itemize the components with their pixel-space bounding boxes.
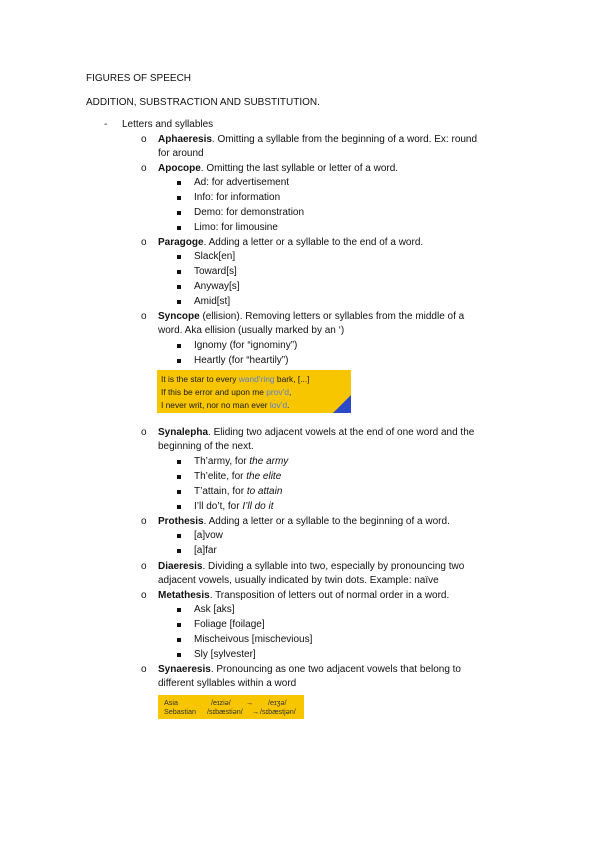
square-bullet bbox=[177, 638, 181, 642]
circle-bullet: o bbox=[141, 163, 147, 174]
term-definition: . Transposition of letters out of normal order in a word. bbox=[209, 590, 450, 601]
example-item: Info: for information bbox=[194, 192, 281, 203]
square-bullet bbox=[177, 460, 181, 464]
term-definition-cont: word. Aka ellision (usually marked by an ‘) bbox=[158, 325, 345, 336]
square-bullet bbox=[177, 549, 181, 553]
term-name: Diaeresis bbox=[158, 561, 203, 572]
square-bullet bbox=[177, 653, 181, 657]
example-item: Th’army, for the army bbox=[194, 456, 289, 467]
term-metathesis bbox=[158, 589, 449, 603]
term-definition: . Omitting the last syllable or letter of a word. bbox=[200, 163, 399, 174]
circle-bullet: o bbox=[141, 590, 147, 601]
term-paragoge bbox=[158, 236, 423, 250]
corner-triangle bbox=[333, 395, 351, 413]
example-item: Ask [aks] bbox=[194, 604, 235, 615]
term-diaeresis bbox=[158, 560, 464, 574]
example-item: Th’elite, for the elite bbox=[194, 471, 282, 482]
square-bullet bbox=[177, 505, 181, 509]
circle-bullet: o bbox=[141, 134, 147, 145]
circle-bullet: o bbox=[141, 664, 147, 675]
example-item: Amid[st] bbox=[194, 296, 231, 307]
square-bullet bbox=[177, 344, 181, 348]
term-definition-cont: adjacent vowels, usually indicated by twin dots. Example: naïve bbox=[158, 575, 439, 586]
example-item: [a]vow bbox=[194, 530, 223, 541]
term-prothesis bbox=[158, 515, 450, 529]
document-title: FIGURES OF SPEECH bbox=[86, 73, 192, 84]
term-definition: . Dividing a syllable into two, especially by pronouncing two bbox=[202, 561, 465, 572]
square-bullet bbox=[177, 226, 181, 230]
term-aphaeresis bbox=[158, 133, 477, 147]
term-name: Prothesis bbox=[158, 516, 204, 527]
example-item: Slack[en] bbox=[194, 251, 236, 262]
example-item: [a]far bbox=[194, 545, 217, 556]
example-item: Foliage [foilage] bbox=[194, 619, 265, 630]
example-item: I’ll do’t, for I’ll do it bbox=[194, 501, 274, 512]
term-name: Paragoge bbox=[158, 237, 204, 248]
document-subtitle: ADDITION, SUBSTRACTION AND SUBSTITUTION. bbox=[86, 97, 320, 108]
circle-bullet: o bbox=[141, 237, 147, 248]
term-definition: . Adding a letter or a syllable to the beginning of a word. bbox=[203, 516, 450, 527]
example-item: Heartly (for “heartily”) bbox=[194, 355, 289, 366]
example-item: Demo: for demonstration bbox=[194, 207, 305, 218]
term-syncope bbox=[158, 310, 464, 324]
circle-bullet: o bbox=[141, 516, 147, 527]
square-bullet bbox=[177, 181, 181, 185]
quote-line: If this be error and upon me prov’d, bbox=[161, 387, 292, 397]
ipa-table-image: Asia /eɪziə/ → /eɪʒə/ Sebastian /sɪbæstiən/ → /sɪbæstjən/ bbox=[158, 695, 304, 719]
example-item: Toward[s] bbox=[194, 266, 237, 277]
square-bullet bbox=[177, 608, 181, 612]
example-item: Anyway[s] bbox=[194, 281, 240, 292]
example-item: Mischeivous [mischevious] bbox=[194, 634, 313, 645]
term-definition-cont: beginning of the next. bbox=[158, 441, 254, 452]
square-bullet bbox=[177, 623, 181, 627]
example-item: Ad: for advertisement bbox=[194, 177, 290, 188]
square-bullet bbox=[177, 211, 181, 215]
term-name: Synaeresis bbox=[158, 664, 211, 675]
term-name: Synalepha bbox=[158, 427, 209, 438]
term-definition-cont: different syllables within a word bbox=[158, 678, 297, 689]
square-bullet bbox=[177, 270, 181, 274]
square-bullet bbox=[177, 534, 181, 538]
term-name: Metathesis bbox=[158, 590, 210, 601]
square-bullet bbox=[177, 300, 181, 304]
square-bullet bbox=[177, 255, 181, 259]
square-bullet bbox=[177, 490, 181, 494]
term-definition-cont: for around bbox=[158, 148, 204, 159]
term-definition: (ellision). Removing letters or syllables from the middle of a bbox=[199, 311, 465, 322]
dash-bullet: - bbox=[104, 119, 108, 130]
circle-bullet: o bbox=[141, 427, 147, 438]
circle-bullet: o bbox=[141, 561, 147, 572]
quote-line: I never writ, nor no man ever lov’d. bbox=[161, 400, 290, 410]
quote-image bbox=[157, 370, 351, 413]
circle-bullet: o bbox=[141, 311, 147, 322]
quote-line: It is the star to every wand’ring bark, [...] bbox=[161, 374, 310, 384]
term-apocope bbox=[158, 162, 398, 176]
term-synalepha bbox=[158, 426, 474, 440]
square-bullet bbox=[177, 359, 181, 363]
square-bullet bbox=[177, 285, 181, 289]
example-item: T’attain, for to attain bbox=[194, 486, 283, 497]
term-definition: . Adding a letter or a syllable to the end of a word. bbox=[203, 237, 424, 248]
term-name: Aphaeresis bbox=[158, 134, 212, 145]
example-item: Sly [sylvester] bbox=[194, 649, 256, 660]
term-synaeresis bbox=[158, 663, 461, 677]
square-bullet bbox=[177, 196, 181, 200]
term-name: Syncope bbox=[158, 311, 200, 322]
term-definition: . Omitting a syllable from the beginning of a word. Ex: round bbox=[211, 134, 478, 145]
example-item: Limo: for limousine bbox=[194, 222, 278, 233]
term-name: Apocope bbox=[158, 163, 201, 174]
square-bullet bbox=[177, 475, 181, 479]
term-definition: . Pronouncing as one two adjacent vowels that belong to bbox=[210, 664, 461, 675]
example-item: Ignomy (for “ignominy”) bbox=[194, 340, 298, 351]
section-heading: Letters and syllables bbox=[122, 119, 214, 130]
term-definition: . Eliding two adjacent vowels at the end of one word and the bbox=[208, 427, 475, 438]
